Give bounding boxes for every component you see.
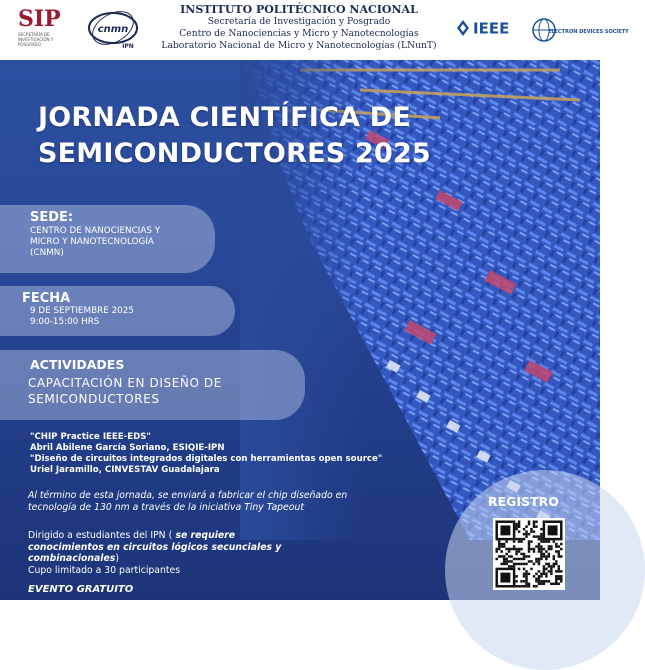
actividades-label: ACTIVIDADES	[30, 357, 125, 372]
sip-logo-mark: SIP	[18, 6, 61, 32]
actividades-line-1: CAPACITACIÓN EN DISEÑO DE	[28, 376, 222, 390]
audience-suffix: )	[115, 553, 119, 564]
globe-icon	[530, 10, 629, 50]
qr-code-icon[interactable]	[493, 518, 565, 590]
cnmn-logo	[86, 8, 140, 52]
registro-label: REGISTRO	[488, 494, 559, 509]
ieee-logo-text: IEEE	[473, 19, 510, 38]
header-text	[150, 3, 448, 52]
fecha-details	[30, 306, 134, 328]
sip-logo	[18, 6, 74, 54]
fecha-label: FECHA	[22, 291, 71, 306]
talk-speaker: Uriel Jaramillo, CINVESTAV Guadalajara	[30, 465, 220, 475]
note-line-2: tecnología de 130 nm a través de la iniciativa Tiny Tapeout	[28, 502, 304, 513]
eds-logo-text: ELECTRON DEVICES SOCIETY	[548, 29, 629, 35]
sede-label: SEDE:	[30, 210, 74, 225]
sede-line-1: CENTRO DE NANOCIENCIAS Y	[30, 226, 161, 236]
actividades-text	[28, 375, 268, 407]
requirement-2: conocimientos en circuitos lógicos secunciales y	[28, 541, 282, 553]
title-line-2: SEMICONDUCTORES 2025	[38, 138, 431, 169]
sede-line-3: (CNMN)	[30, 248, 64, 258]
event-date: 9 DE SEPTIEMBRE 2025	[30, 306, 134, 316]
poster-title	[38, 100, 431, 172]
requirement-1: se requiere	[172, 530, 236, 541]
capacity-text: Cupo limitado a 30 participantes	[28, 564, 181, 576]
actividades-line-2: SEMICONDUCTORES	[28, 392, 160, 406]
cnmn-logo-subtext: IPN	[122, 43, 134, 50]
header-line-2: Secretaría de Investigación y Posgrado	[207, 16, 391, 27]
note-line-1: Al término de esta jornada, se enviará a fabricar el chip diseñado en	[28, 490, 348, 501]
header-bar	[0, 0, 629, 60]
sip-logo-caption: SECRETARÍA DE INVESTIGACIÓN Y POSGRADO	[18, 32, 54, 47]
talks-list	[30, 432, 382, 476]
header-line-3: Centro de Nanociencias y Micro y Nanotecnologías	[179, 28, 419, 39]
talk-title: "CHIP Practice IEEE-EDS"	[30, 432, 151, 442]
audience-prefix: Dirigido a estudiantes del IPN (	[28, 530, 173, 541]
event-time: 9:00-15:00 HRS	[30, 317, 100, 327]
institution-name: INSTITUTO POLITÉCNICO NACIONAL	[180, 3, 418, 16]
talk-speaker: Abril Abilene García Soriano, ESIQIE-IPN	[30, 443, 225, 453]
talk-title: "Diseño de circuitos integrados digitales con herramientas open source"	[30, 454, 383, 464]
sede-venue	[30, 226, 220, 259]
fabrication-note	[28, 490, 398, 514]
title-line-1: JORNADA CIENTÍFICA DE	[38, 102, 412, 133]
header-line-4: Laboratorio Nacional de Micro y Nanotecnologías (LNunT)	[161, 40, 437, 51]
cnmn-logo-text: cnmn	[97, 24, 129, 35]
audience-text	[28, 530, 328, 576]
ieee-logo	[455, 18, 525, 38]
requirement-3: combinacionales	[28, 553, 116, 564]
free-event-label: EVENTO GRATUITO	[28, 584, 134, 595]
eds-logo	[530, 10, 629, 50]
sede-line-2: MICRO Y NANOTECNOLOGÍA	[30, 237, 154, 247]
